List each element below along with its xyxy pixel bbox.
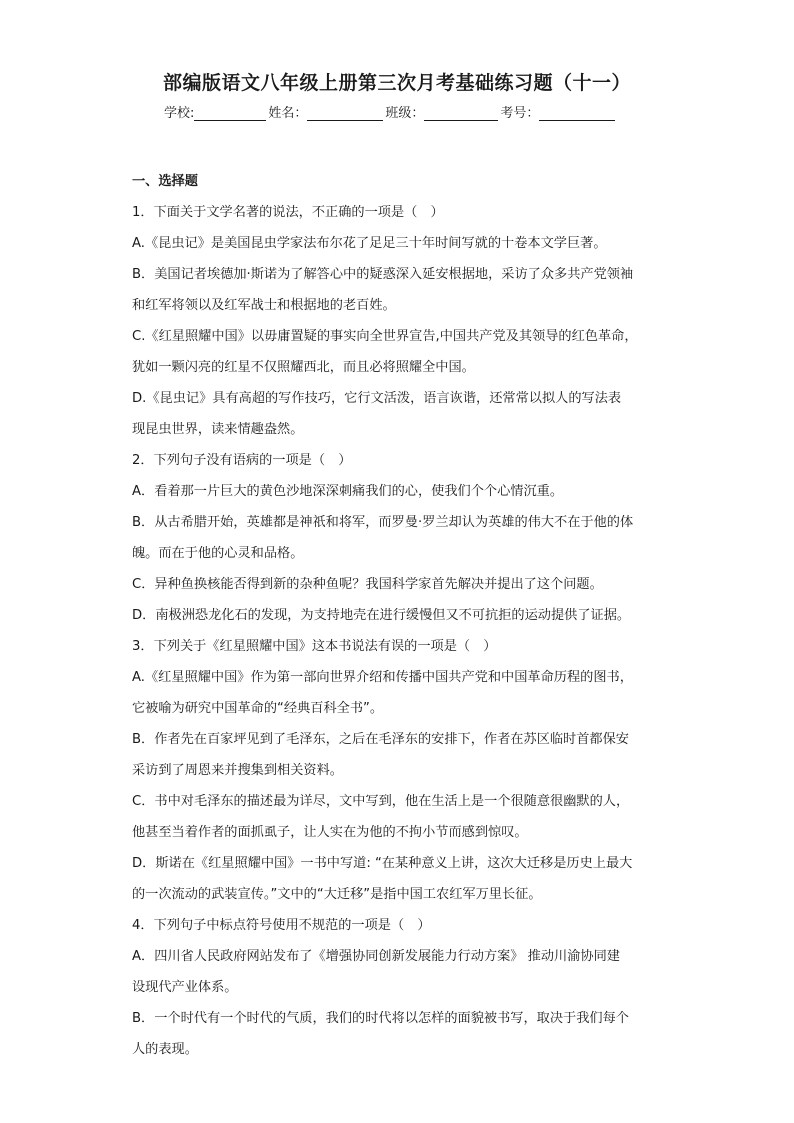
- text-line: D．斯诺在《红星照耀中国》一书中写道: “在某种意义上讲，这次大迁移是历史上最大: [132, 856, 633, 871]
- text-line: C．书中对毛泽东的描述最为详尽，文中写到，他在生活上是一个很随意很幽默的人，: [132, 794, 630, 809]
- exam-no-label: 考号：: [500, 106, 540, 121]
- text-line: B．从古希腊开始，英雄都是神祇和将军，而罗曼·罗兰却认为英雄的伟大不在于他的体: [132, 515, 634, 530]
- text-line: B．美国记者埃德加·斯诺为了解答心中的疑惑深入延安根据地，采访了众多共产党领袖: [132, 267, 634, 282]
- text-line: 3．下列关于《红星照耀中国》这本书说法有误的一项是（ ）: [132, 639, 497, 654]
- text-line: 2．下列句子没有语病的一项是（ ）: [132, 453, 352, 468]
- text-line: 魄。而在于他的心灵和品格。: [132, 546, 304, 561]
- text-line: 现昆虫世界，读来情趣盎然。: [132, 422, 304, 437]
- text-line: 的一次流动的武装宣传。”文中的“大迁移”是指中国工农红军万里长征。: [132, 887, 542, 902]
- text-line: 它被喻为研究中国革命的“经典百科全书”。: [132, 701, 384, 716]
- text-line: B．作者先在百家坪见到了毛泽东，之后在毛泽东的安排下，作者在苏区临时首都保安: [132, 732, 629, 747]
- school-blank[interactable]: [194, 106, 266, 121]
- text-line: 1．下面关于文学名著的说法，不正确的一项是（ ）: [132, 205, 444, 220]
- class-label: 班级：: [385, 106, 425, 121]
- text-line: B．一个时代有一个时代的气质，我们的时代将以怎样的面貌被书写，取决于我们每个: [132, 1011, 629, 1026]
- text-line: 4．下列句子中标点符号使用不规范的一项是（ ）: [132, 918, 431, 933]
- text-line: 设现代产业体系。: [132, 980, 238, 995]
- text-line: 采访到了周恩来并搜集到相关资料。: [132, 763, 343, 778]
- text-line: A.《红星照耀中国》作为第一部向世界介绍和传播中国共产党和中国革命历程的图书，: [132, 670, 633, 685]
- text-line: D.《昆虫记》具有高超的写作技巧，它行文活泼，语言诙谐，还常常以拟人的写法表: [132, 391, 622, 406]
- page-title: 部编版语文八年级上册第三次月考基础练习题（十一）: [162, 72, 631, 94]
- text-line: A．四川省人民政府网站发布了《增强协同创新发展能力行动方案》 推动川渝协同建: [132, 949, 620, 964]
- text-line: A．看着那一片巨大的黄色沙地深深刺痛我们的心，使我们个个心情沉重。: [132, 484, 564, 499]
- text-line: D．南极洲恐龙化石的发现，为支持地壳在进行缓慢但又不可抗拒的运动提供了证据。: [132, 608, 631, 623]
- text-line: C．异种鱼换核能否得到新的杂种鱼呢？我国科学家首先解决并提出了这个问题。: [132, 577, 603, 592]
- text-line: A.《昆虫记》是美国昆虫学家法布尔花了足足三十年时间写就的十卷本文学巨著。: [132, 236, 607, 251]
- text-line: 人的表现。: [132, 1042, 198, 1057]
- school-label: 学校:: [164, 106, 195, 121]
- name-label: 姓名：: [268, 106, 308, 121]
- student-info-line: [164, 102, 617, 121]
- question-content: [132, 166, 672, 1065]
- text-line: 他甚至当着作者的面抓虱子，让人实在为他的不拘小节而感到惊叹。: [132, 825, 528, 840]
- text-line: 犹如一颗闪亮的红星不仅照耀西北，而且必将照耀全中国。: [132, 360, 475, 375]
- name-blank[interactable]: [307, 106, 383, 121]
- exam-no-blank[interactable]: [539, 106, 615, 121]
- section-heading: 一、选择题: [132, 174, 198, 189]
- text-line: C.《红星照耀中国》以毋庸置疑的事实向全世界宣告,中国共产党及其领导的红色革命，: [132, 329, 638, 344]
- class-blank[interactable]: [424, 106, 498, 121]
- text-line: 和红军将领以及红军战士和根据地的老百姓。: [132, 298, 396, 313]
